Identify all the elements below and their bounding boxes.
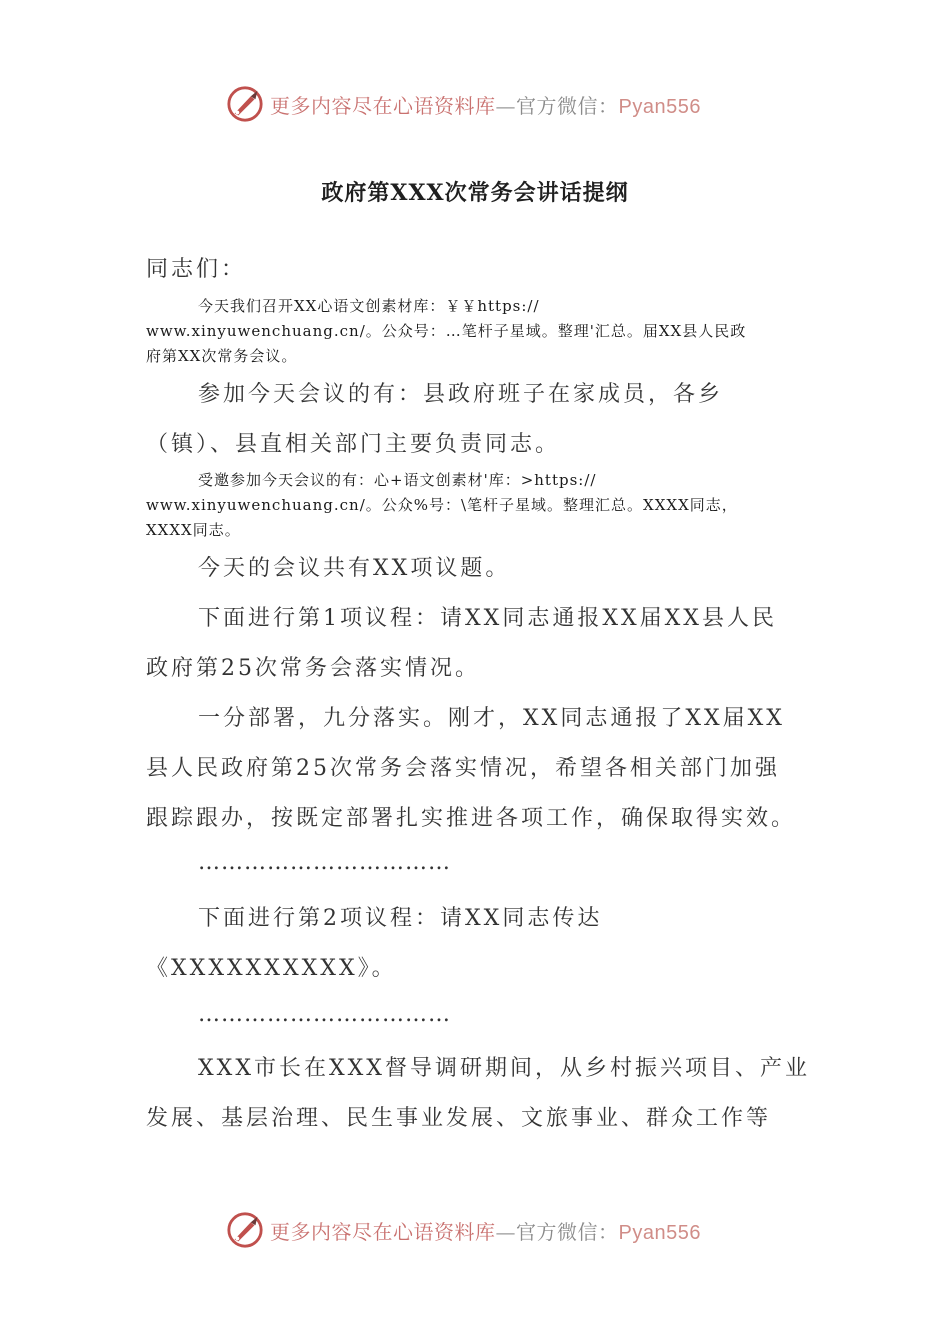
paragraph-8 [146, 1044, 808, 1144]
paragraph-1-line-3: 府第XX次常务会议。 [146, 347, 298, 365]
ellipsis-2: …………………………… [198, 1002, 451, 1027]
paragraph-5-line-2: 政府第25次常务会落实情况。 [146, 656, 480, 681]
ellipsis-1: …………………………… [198, 850, 451, 875]
paragraph-3-line-3: XXXX同志。 [146, 521, 241, 539]
quill-logo-icon [226, 85, 264, 123]
footer-banner [226, 1208, 701, 1252]
paragraph-7 [146, 894, 808, 994]
banner-sub-text: 官方微信： [516, 93, 619, 118]
paragraph-5-line-1: 下面进行第1项议程：请XX同志通报XX届XX县人民 [198, 606, 777, 631]
banner-main-text: 更多内容尽在心语资料库 [270, 1219, 496, 1244]
paragraph-3-line-1: 受邀参加今天会议的有：心+语文创素材'库：>https:// [198, 471, 597, 489]
paragraph-7-line-1: 下面进行第2项议程：请XX同志传达 [198, 906, 603, 931]
paragraph-6 [146, 694, 808, 844]
banner-wechat-id: Pyan556 [618, 1221, 701, 1244]
banner-sub-text: 官方微信： [516, 1219, 619, 1244]
quill-logo-icon [226, 1211, 264, 1249]
ellipsis-separator-2 [146, 990, 808, 1040]
header-banner [226, 82, 701, 126]
banner-main-text: 更多内容尽在心语资料库 [270, 93, 496, 118]
greeting: 同志们： [146, 257, 247, 282]
paragraph-1 [146, 294, 808, 369]
paragraph-3 [146, 468, 808, 543]
ellipsis-separator-1 [146, 838, 808, 888]
paragraph-4-line-1: 今天的会议共有XX项议题。 [198, 556, 511, 581]
paragraph-1-line-1: 今天我们召开XX心语文创素材库：￥￥https:// [198, 297, 540, 315]
banner-wechat-id: Pyan556 [618, 95, 701, 118]
paragraph-6-line-2: 县人民政府第25次常务会落实情况，希望各相关部门加强 [146, 756, 780, 781]
paragraph-5 [146, 594, 808, 694]
paragraph-3-line-2: www.xinyuwenchuang.cn/。公众%号：\笔杆子星域。整理汇总。XXXX同志， [146, 496, 738, 514]
banner-dash: — [495, 93, 516, 118]
paragraph-2-line-1: 参加今天会议的有：县政府班子在家成员，各乡 [198, 382, 724, 407]
document-title: 政府第XXX次常务会讲话提纲 [321, 180, 629, 206]
paragraph-6-line-3: 跟踪跟办，按既定部署扎实推进各项工作，确保取得实效。 [146, 806, 797, 831]
paragraph-6-line-1: 一分部署，九分落实。刚才，XX同志通报了XX届XX [198, 706, 785, 731]
paragraph-1-line-2: www.xinyuwenchuang.cn/。公众号：…笔杆子星域。整理'汇总。届XX县人民政 [146, 322, 747, 340]
banner-dash: — [495, 1219, 516, 1244]
paragraph-8-line-2: 发展、基层治理、民生事业发展、文旅事业、群众工作等 [146, 1106, 772, 1131]
paragraph-2-line-2: （镇）、县直相关部门主要负责同志。 [146, 432, 561, 457]
paragraph-8-line-1: XXX市长在XXX督导调研期间，从乡村振兴项目、产业 [198, 1056, 810, 1081]
paragraph-4 [146, 544, 808, 594]
paragraph-7-line-2: 《XXXXXXXXXX》。 [146, 956, 397, 981]
paragraph-2 [146, 370, 808, 470]
